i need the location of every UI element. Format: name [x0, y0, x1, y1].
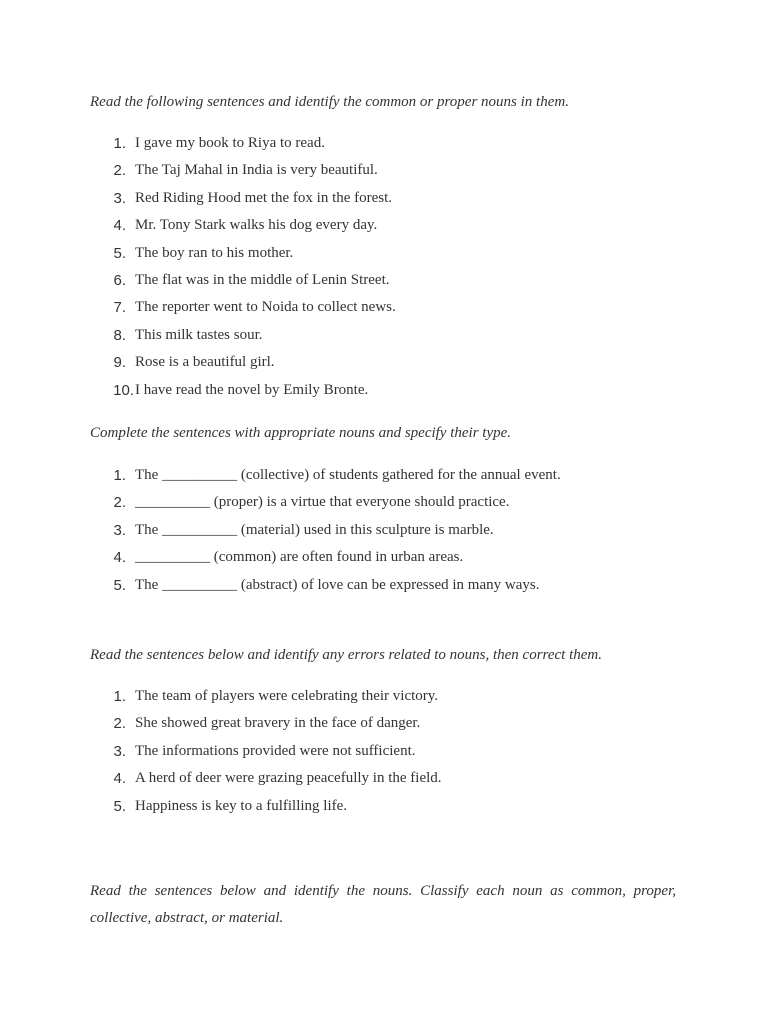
section-4-instruction: Read the sentences below and identify the nouns. Classify each noun as common, proper, collective, abstract, or material. [90, 883, 676, 926]
item-text: The informations provided were not sufficient. [135, 742, 416, 759]
item-number: 10. [113, 381, 134, 399]
list-item [90, 212, 690, 239]
item-text: The team of players were celebrating their victory. [135, 688, 439, 704]
item-text: The __________ (abstract) of love can be expressed in many ways. [135, 576, 540, 593]
item-number: 3. [113, 742, 126, 760]
item-number: 3. [113, 521, 126, 539]
item-text: The flat was in the middle of Lenin Street. [135, 271, 390, 288]
item-text: The reporter went to Noida to collect news. [135, 299, 396, 316]
item-text: __________ (common) are often found in urban areas. [135, 549, 464, 566]
item-number: 5. [113, 576, 126, 594]
list-item [90, 322, 690, 349]
item-number: 9. [113, 354, 126, 372]
item-number: 7. [113, 299, 126, 317]
list-item [90, 462, 690, 489]
list-item [90, 710, 690, 737]
list-item [90, 157, 690, 184]
item-number: 1. [113, 467, 126, 484]
list-item [90, 185, 690, 212]
item-number: 5. [113, 244, 126, 262]
item-text: Red Riding Hood met the fox in the forest. [135, 189, 393, 206]
item-number: 2. [113, 494, 126, 512]
item-number: 1. [113, 135, 126, 152]
list-item [90, 517, 690, 544]
item-text: A herd of deer were grazing peacefully in the field. [135, 770, 442, 787]
list-item [90, 349, 690, 376]
item-number: 3. [113, 189, 126, 207]
item-number: 8. [113, 326, 126, 344]
list-item [90, 544, 690, 571]
item-text: The boy ran to his mother. [135, 244, 294, 261]
item-text: Happiness is key to a fulfilling life. [135, 797, 348, 814]
section-1-list [90, 130, 690, 404]
item-number: 6. [113, 271, 126, 289]
item-number: 2. [113, 162, 126, 180]
item-text: The __________ (collective) of students gathered for the annual event. [135, 467, 561, 483]
item-number: 1. [113, 688, 126, 705]
section-2-instruction: Complete the sentences with appropriate nouns and specify their type. [90, 425, 512, 441]
item-number: 5. [113, 797, 126, 815]
item-number: 4. [113, 770, 126, 788]
list-item [90, 240, 690, 267]
item-number: 4. [113, 217, 126, 235]
list-item [90, 765, 690, 792]
list-item [90, 377, 690, 404]
list-item [90, 738, 690, 765]
item-text: I have read the novel by Emily Bronte. [135, 381, 369, 398]
list-item [90, 793, 690, 820]
item-number: 4. [113, 549, 126, 567]
section-3-instruction: Read the sentences below and identify any errors related to nouns, then correct them. [90, 647, 602, 663]
item-text: She showed great bravery in the face of danger. [135, 715, 421, 732]
item-text: Rose is a beautiful girl. [135, 354, 275, 371]
item-text: The __________ (material) used in this sculpture is marble. [135, 521, 494, 538]
item-text: The Taj Mahal in India is very beautiful. [135, 162, 378, 179]
list-item [90, 267, 690, 294]
list-item [90, 572, 690, 599]
item-text: This milk tastes sour. [135, 326, 263, 343]
list-item [90, 130, 690, 157]
section-2-list [90, 462, 690, 599]
section-3-list [90, 683, 690, 820]
item-text: I gave my book to Riya to read. [135, 135, 325, 151]
section-1-instruction: Read the following sentences and identify the common or proper nouns in them. [90, 94, 569, 110]
list-item [90, 489, 690, 516]
list-item [90, 294, 690, 321]
item-text: __________ (proper) is a virtue that everyone should practice. [135, 494, 510, 511]
list-item [90, 683, 690, 710]
item-number: 2. [113, 715, 126, 733]
item-text: Mr. Tony Stark walks his dog every day. [135, 217, 378, 234]
